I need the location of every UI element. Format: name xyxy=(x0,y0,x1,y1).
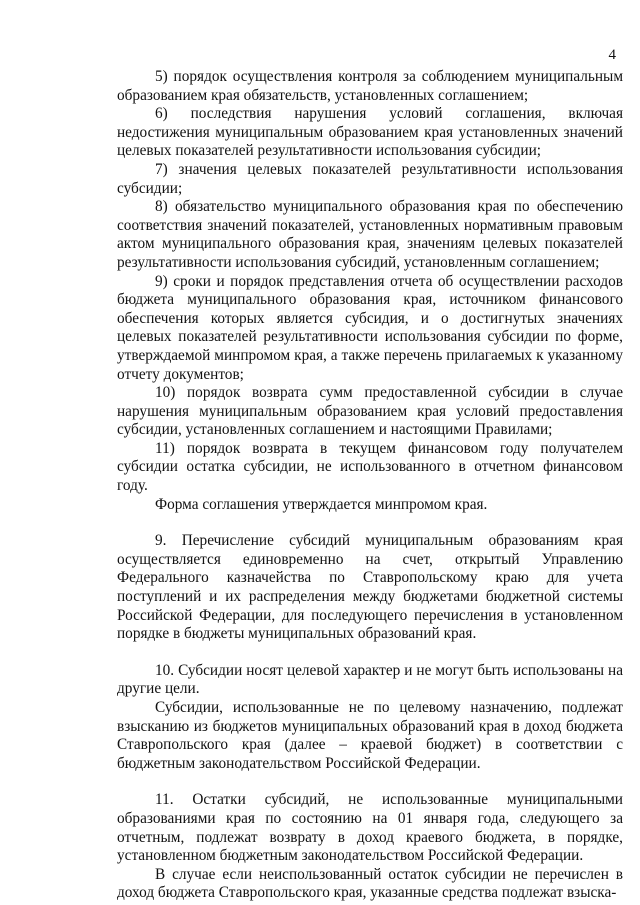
paragraph: Субсидии, использованные не по целевому назначению, подлежат взысканию из бюджетов муниципальных образований края в доход бюджета Ставропольского края (далее – краевой бюджет) в соответствии с бюджетным законодательством Российской Федерации. xyxy=(117,699,623,772)
paragraph: 9) сроки и порядок представления отчета об осуществлении расходов бюджета муниципального образования края, источником финансового обеспечения которых является субсидия, и о достигнутых значениях целевых показателей результативности использования субсидии по форме, утверждаемой минпромом края, а также перечень прилагаемых к указанному отчету документов; xyxy=(117,272,623,383)
page-number: 4 xyxy=(608,47,616,63)
paragraph: 6) последствия нарушения условий соглашения, включая недостижения муниципальным образованием края установленных значений целевых показателей результативности использования субсидии; xyxy=(117,105,623,160)
paragraph: 10. Субсидии носят целевой характер и не могут быть использованы на другие цели. xyxy=(117,661,623,698)
paragraph: 11. Остатки субсидий, не использованные муниципальными образованиями края по состоянию на 01 января года, следующего за отчетным, подлежат возврату в доход краевого бюджета, в порядке, установленном бюджетным законодательством Российской Федерации. xyxy=(117,791,623,865)
paragraph: 9. Перечисление субсидий муниципальным образованиям края осуществляется единовременно на счет, открытый Управлению Федерального казначейства по Ставропольскому краю для учета поступлений и их распределения между бюджетами бюджетной системы Российской Федерации, для последующего перечисления в установленном порядке в бюджеты муниципальных образований края. xyxy=(117,532,623,643)
paragraph: 8) обязательство муниципального образования края по обеспечению соответствия значений показателей, установленных нормативным правовым актом муниципального образования края, значениям целевых показателей результативности использования субсидий, установленным соглашением; xyxy=(117,198,623,271)
paragraph: 5) порядок осуществления контроля за соблюдением муниципальным образованием края обязательств, установленных соглашением; xyxy=(117,68,623,104)
paragraph: 7) значения целевых показателей результативности использования субсидии; xyxy=(117,160,623,197)
document-body xyxy=(117,68,623,903)
paragraph: В случае если неиспользованный остаток субсидии не перечислен в доход бюджета Ставропольского края, указанные средства подлежат взыска- xyxy=(117,865,623,902)
paragraph: 10) порядок возврата сумм предоставленной субсидии в случае нарушения муниципальным образованием края условий предоставления субсидии, установленных соглашением и настоящими Правилами; xyxy=(117,384,623,439)
paragraph: 11) порядок возврата в текущем финансовом году получателем субсидии остатка субсидии, не использованного в отчетном финансовом году. xyxy=(117,439,623,495)
paragraph: Форма соглашения утверждается минпромом края. xyxy=(155,495,488,513)
